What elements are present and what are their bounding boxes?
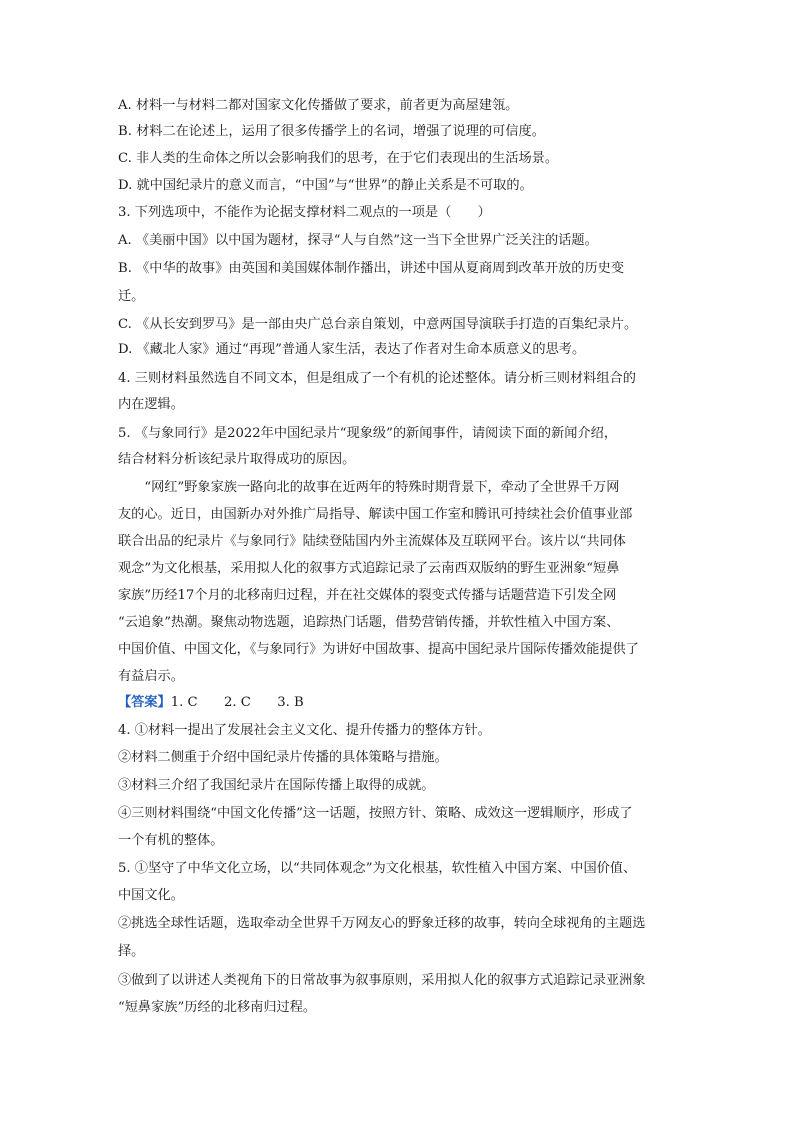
news-paragraph-line: 家族”历经17个月的北移南归过程，并在社交媒体的裂变式传播与话题营造下引发全网: [118, 588, 617, 603]
option-b-line: B. 材料二在论述上，运用了很多传播学上的名词，增强了说理的可信度。: [118, 124, 545, 139]
option-d-line: D. 就中国纪录片的意义而言，“中国”与“世界”的静止关系是不可取的。: [118, 178, 533, 193]
question-4-cont-line: 内在逻辑。: [118, 397, 184, 412]
question-4-line: 4. 三则材料虽然选自不同文本，但是组成了一个有机的论述整体。请分析三则材料组合的: [118, 371, 636, 386]
news-paragraph-line: 中国价值、中国文化，《与象同行》为讲好中国故事、提高中国纪录片国际传播效能提供了: [118, 642, 639, 657]
question-5-cont-line: 结合材料分析该纪录片取得成功的原因。: [118, 452, 356, 467]
answer-4-line: 4. ①材料一提出了发展社会主义文化、提升传播力的整体方针。: [118, 723, 491, 738]
news-paragraph-line: “云追象”热潮。聚焦动物选题，追踪热门话题，借势营销传播，并软性植入中国方案、: [118, 615, 620, 630]
answer-5-line: “短鼻家族”历经的北移南归过程。: [118, 1000, 317, 1015]
answer-4-line: 一个有机的整体。: [118, 833, 224, 848]
question-3-line: 3. 下列选项中，不能作为论据支撑材料二观点的一项是（ ）: [118, 205, 491, 220]
news-paragraph-line: 友的心。近日，由国新办对外推广局指导、解读中国工作室和腾讯可持续社会价值事业部: [118, 507, 633, 522]
q3-option-c-line: C. 《从长安到罗马》是一部由央广总台亲自策划，中意两国导演联手打造的百集纪录片。: [118, 317, 638, 332]
answer-5-line: 中国文化。: [118, 888, 184, 903]
news-paragraph-line: 联合出品的纪录片《与象同行》陆续登陆国内外主流媒体及互联网平台。该片以“共同体: [118, 534, 626, 549]
question-5-line: 5. 《与象同行》是2022年中国纪录片“现象级”的新闻事件，请阅读下面的新闻介绍，: [118, 426, 618, 441]
news-paragraph-line: “网红”野象家族一路向北的故事在近两年的特殊时期背景下，牵动了全世界千万网: [118, 480, 620, 495]
news-paragraph-line: 观念”为文化根基，采用拟人化的叙事方式追踪记录了云南西双版纳的野生亚洲象“短鼻: [118, 561, 620, 576]
answer-4-line: ②材料二侧重于介绍中国纪录片传播的具体策略与措施。: [118, 750, 448, 765]
answer-4-line: ④三则材料围绕“中国文化传播”这一话题，按照方针、策略、成效这一逻辑顺序，形成了: [118, 806, 633, 821]
answer-5-line: 5. ①坚守了中华文化立场，以“共同体观念”为文化根基，软性植入中国方案、中国价值、: [118, 861, 637, 876]
answer-5-line: 择。: [118, 944, 145, 959]
answer-5-line: ②挑选全球性话题，选取牵动全世界千万网友心的野象迁移的故事，转向全球视角的主题选: [118, 916, 646, 931]
option-c-line: C. 非人类的生命体之所以会影响我们的思考，在于它们表现出的生活场景。: [118, 151, 559, 166]
answer-text: 1. C 2. C 3. B: [170, 695, 304, 710]
q3-option-d-line: D. 《藏北人家》通过“再现”普通人家生活，表达了作者对生命本质意义的思考。: [118, 342, 586, 357]
option-a-line: A. 材料一与材料二都对国家文化传播做了要求，前者更为高屋建瓴。: [118, 98, 519, 113]
answer-4-line: ③材料三介绍了我国纪录片在国际传播上取得的成就。: [118, 778, 435, 793]
q3-option-a-line: A. 《美丽中国》以中国为题材，探寻“人与自然”这一当下全世界广泛关注的话题。: [118, 233, 598, 248]
answer-tag: 【答案】: [118, 695, 171, 710]
answer-line: [118, 690, 304, 716]
answer-5-line: ③做到了以讲述人类视角下的日常故事为叙事原则，采用拟人化的叙事方式追踪记录亚洲象: [118, 973, 646, 988]
q3-option-b-cont-line: 迁。: [118, 289, 145, 304]
q3-option-b-line: B. 《中华的故事》由英国和美国媒体制作播出，讲述中国从夏商周到改革开放的历史变: [118, 261, 625, 276]
news-paragraph-line: 有益启示。: [118, 669, 184, 684]
